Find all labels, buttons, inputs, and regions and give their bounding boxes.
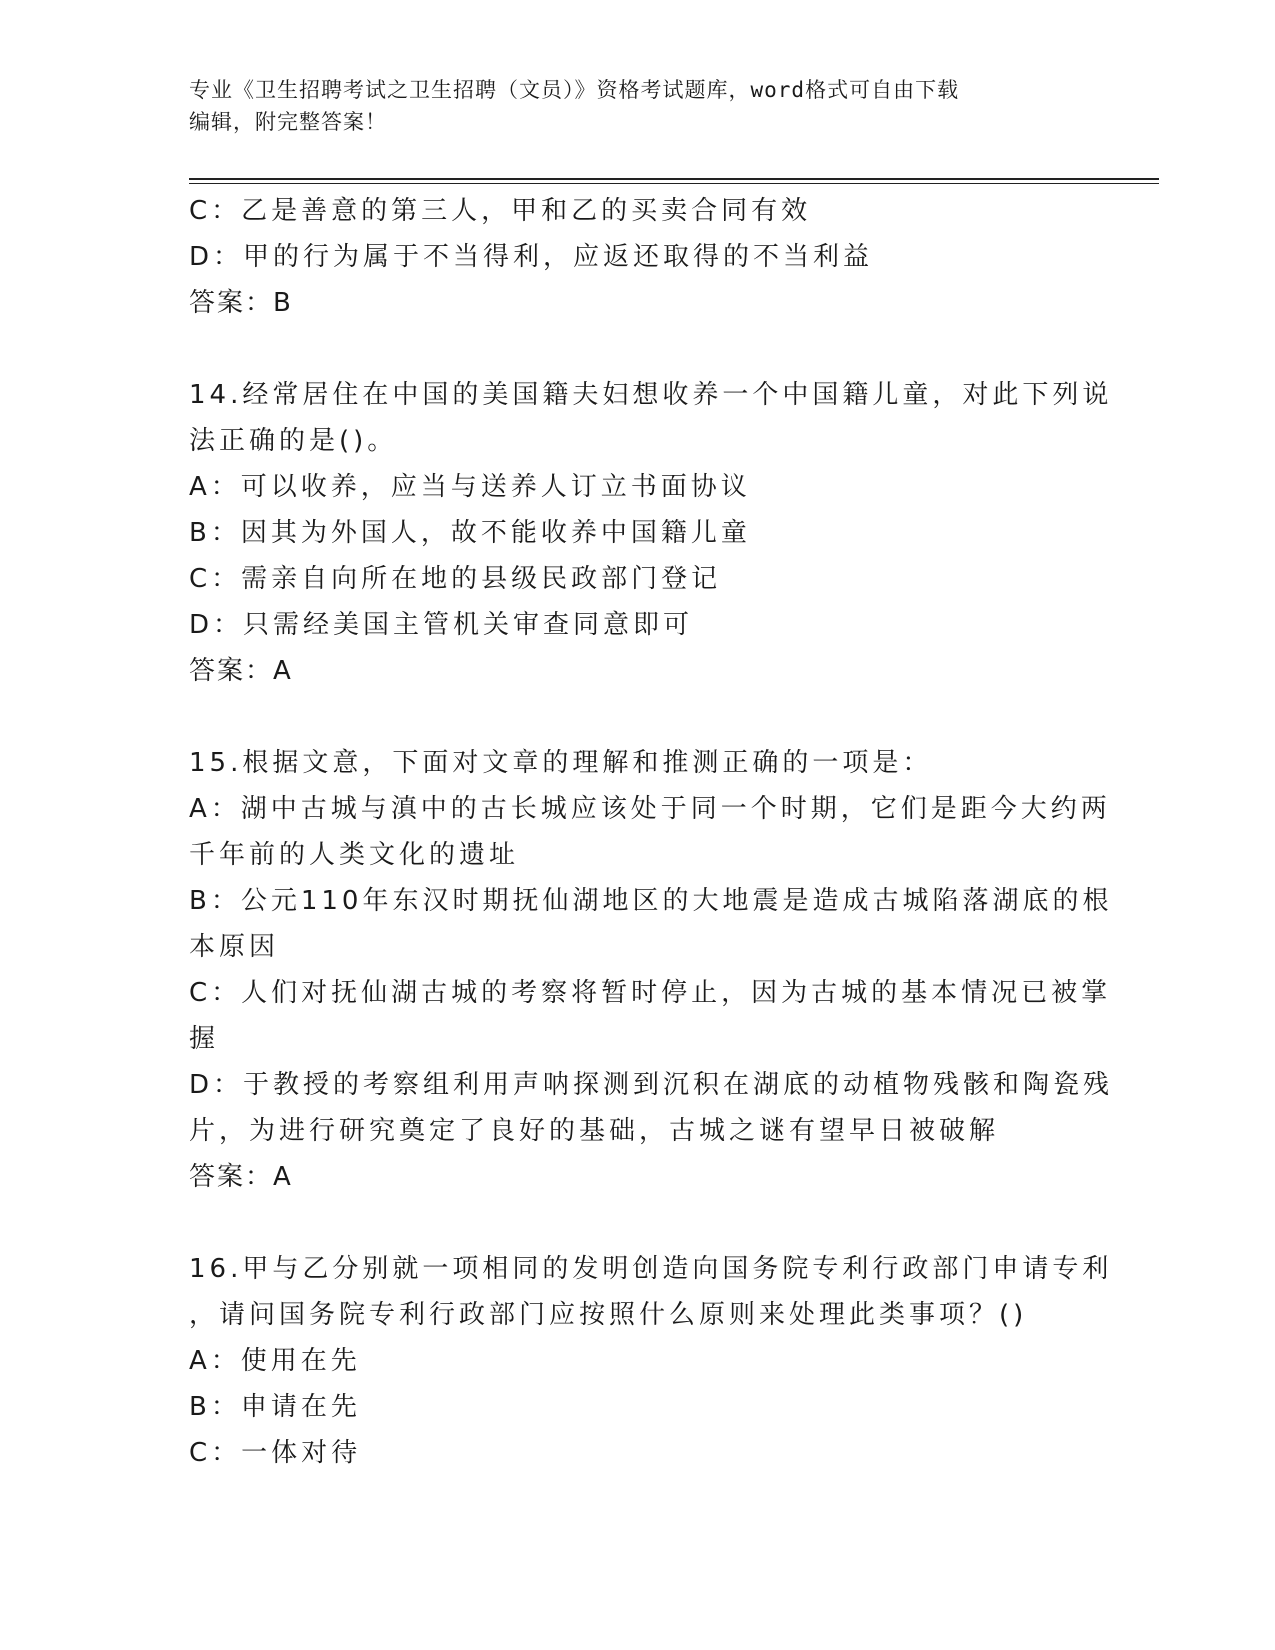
spacer: [189, 326, 1079, 372]
option-line: A：可以收养，应当与送养人订立书面协议: [189, 472, 751, 502]
option-line: C：一体对待: [189, 1438, 362, 1468]
option-line: B：因其为外国人，故不能收养中国籍儿童: [189, 518, 751, 548]
question-stem: 法正确的是()。: [189, 426, 398, 456]
question-14: [189, 372, 1113, 694]
option-line: B：申请在先: [189, 1392, 361, 1422]
spacer: [189, 694, 1079, 740]
header-divider: [189, 178, 1159, 184]
option-line: D：甲的行为属于不当得利，应返还取得的不当利益: [189, 242, 874, 272]
option-line: 片，为进行研究奠定了良好的基础，古城之谜有望早日被破解: [189, 1116, 1000, 1146]
document-header: [189, 74, 1079, 138]
option-line: 本原因: [189, 932, 280, 962]
answer-line: 答案：A: [189, 1162, 293, 1192]
option-line: B：公元110年东汉时期抚仙湖地区的大地震是造成古城陷落湖底的根: [189, 886, 1113, 916]
question-stem: 14.经常居住在中国的美国籍夫妇想收养一个中国籍儿童，对此下列说: [189, 380, 1113, 410]
spacer: [189, 1200, 1079, 1246]
question-stem: ，请问国务院专利行政部门应按照什么原则来处理此类事项？(): [189, 1300, 1028, 1330]
option-line: D：于教授的考察组利用声呐探测到沉积在湖底的动植物残骸和陶瓷残: [189, 1070, 1114, 1100]
option-line: A：使用在先: [189, 1346, 361, 1376]
option-line: C：乙是善意的第三人，甲和乙的买卖合同有效: [189, 196, 812, 226]
document-body: [189, 188, 1114, 1476]
option-line: 握: [189, 1024, 220, 1054]
option-line: C：人们对抚仙湖古城的考察将暂时停止，因为古城的基本情况已被掌: [189, 978, 1112, 1008]
option-line: C：需亲自向所在地的县级民政部门登记: [189, 564, 722, 594]
answer-line: 答案：B: [189, 288, 293, 318]
question-stem: 16.甲与乙分别就一项相同的发明创造向国务院专利行政部门申请专利: [189, 1254, 1113, 1284]
question-15: [189, 740, 1114, 1200]
option-line: 千年前的人类文化的遗址: [189, 840, 520, 870]
option-line: A：湖中古城与滇中的古长城应该处于同一个时期，它们是距今大约两: [189, 794, 1111, 824]
header-line-1: 专业《卫生招聘考试之卫生招聘（文员）》资格考试题库，word格式可自由下载: [189, 78, 960, 102]
answer-line: 答案：A: [189, 656, 293, 686]
question-stem: 15.根据文意，下面对文章的理解和推测正确的一项是：: [189, 748, 933, 778]
option-line: D：只需经美国主管机关审查同意即可: [189, 610, 694, 640]
header-line-2: 编辑，附完整答案！: [189, 110, 387, 134]
question-13-continued: [189, 188, 1079, 326]
question-16: [189, 1246, 1113, 1476]
